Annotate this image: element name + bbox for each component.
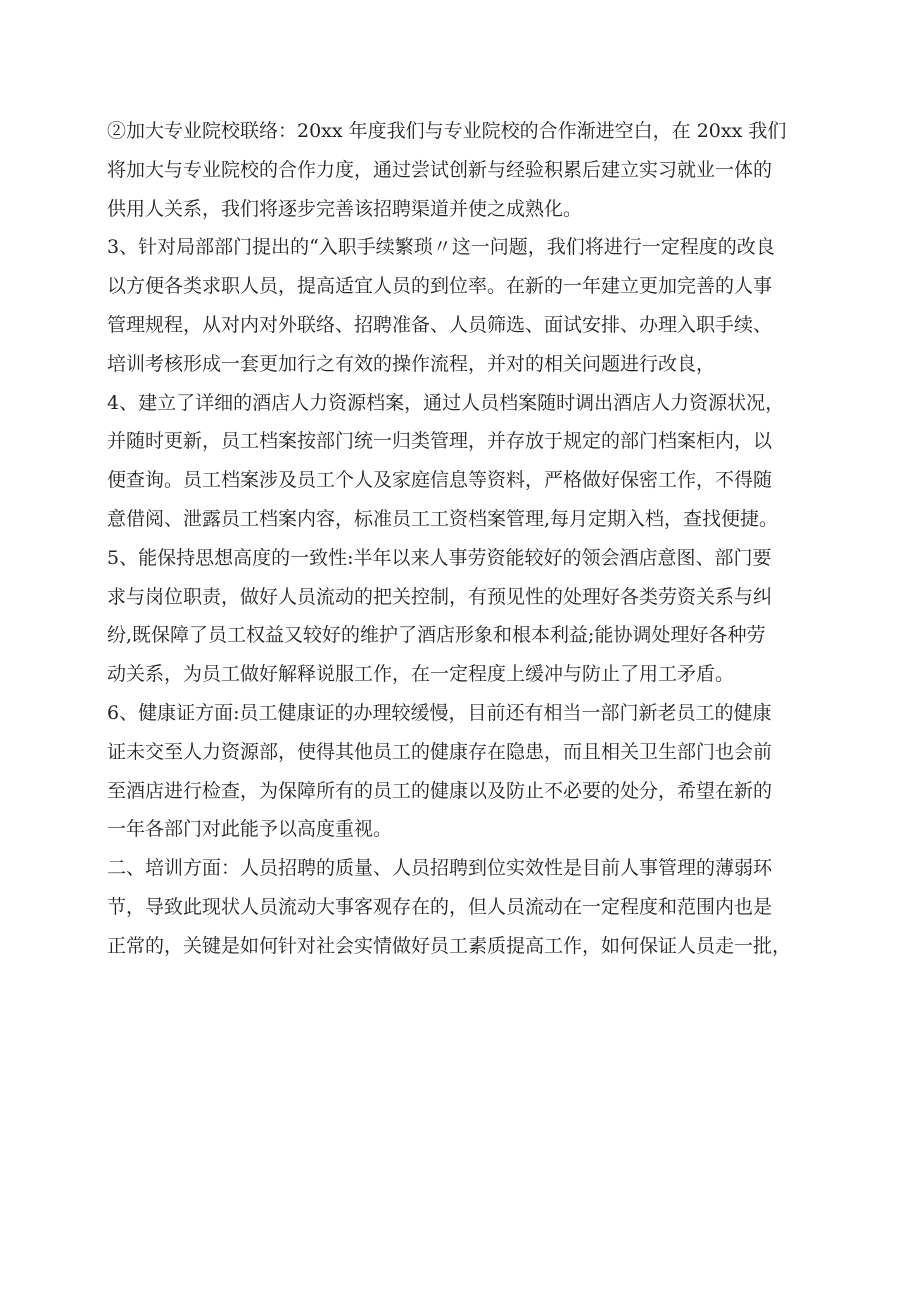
text-line: 管理规程，从对内对外联络、招聘准备、人员筛选、面试安排、办理入职手续、 — [107, 313, 773, 336]
text-line: 纷,既保障了员工权益又较好的维护了酒店形象和根本利益;能协调处理好各种劳 — [107, 624, 766, 647]
paragraph-item-5 — [107, 539, 827, 694]
text-line: 4、建立了详细的酒店人力资源档案，通过人员档案随时调出酒店人力资源状况， — [107, 391, 785, 414]
document-body — [107, 112, 827, 966]
paragraph-item-4 — [107, 384, 827, 539]
text-line: 3、针对局部部门提出的“入职手续繁琐〃这一问题，我们将进行一定程度的改良 — [107, 236, 775, 259]
paragraph-item-3 — [107, 228, 827, 383]
text-line: 供用人关系，我们将逐步完善该招聘渠道并使之成熟化。 — [107, 197, 583, 220]
text-line: 将加大与专业院校的合作力度，通过尝试创新与经验积累后建立实习就业一体的 — [107, 158, 773, 181]
text-line: 便查询。员工档案涉及员工个人及家庭信息等资料，严格做好保密工作，不得随 — [107, 469, 773, 492]
text-line: 并随时更新，员工档案按部门统一归类管理，并存放于规定的部门档案柜内，以 — [107, 430, 773, 453]
text-line: 6、健康证方面:员工健康证的办理较缓慢，目前还有相当一部门新老员工的健康 — [107, 701, 772, 724]
text-line: 正常的，关键是如何针对社会实情做好员工素质提高工作，如何保证人员走一批， — [107, 934, 792, 957]
text-line: 证未交至人力资源部，使得其他员工的健康存在隐患，而且相关卫生部门也会前 — [107, 740, 773, 763]
paragraph-section-training — [107, 849, 827, 965]
paragraph-school-liaison — [107, 112, 827, 228]
text-line: 意借阅、泄露员工档案内容，标准员工工资档案管理,每月定期入档，查找便捷。 — [107, 507, 779, 530]
text-line: 至酒店进行检查，为保障所有的员工的健康以及防止不必要的处分，希望在新的 — [107, 779, 773, 802]
text-line: 以方便各类求职人员，提高适宜人员的到位率。在新的一年建立更加完善的人事 — [107, 275, 773, 298]
text-line: 二、培训方面：人员招聘的质量、人员招聘到位实效性是目前人事管理的薄弱环 — [107, 857, 773, 880]
text-line: ②加大专业院校联络：20xx 年度我们与专业院校的合作渐进空白，在 20xx 我们 — [107, 120, 787, 142]
text-line: 求与岗位职责，做好人员流动的把关控制，有预见性的处理好各类劳资关系与纠 — [107, 585, 773, 608]
text-line: 节，导致此现状人员流动大事客观存在的，但人员流动在一定程度和范围内也是 — [107, 895, 773, 918]
text-line: 动关系，为员工做好解释说服工作，在一定程度上缓冲与防止了用工矛盾。 — [107, 663, 735, 686]
text-line: 培训考核形成一套更加行之有效的操作流程，并对的相关问题进行改良， — [107, 352, 716, 375]
paragraph-item-6 — [107, 694, 827, 849]
text-line: 一年各部门对此能予以高度重视。 — [107, 818, 393, 841]
text-line: 5、能保持思想高度的一致性:半年以来人事劳资能较好的领会酒店意图、部门要 — [107, 546, 772, 569]
